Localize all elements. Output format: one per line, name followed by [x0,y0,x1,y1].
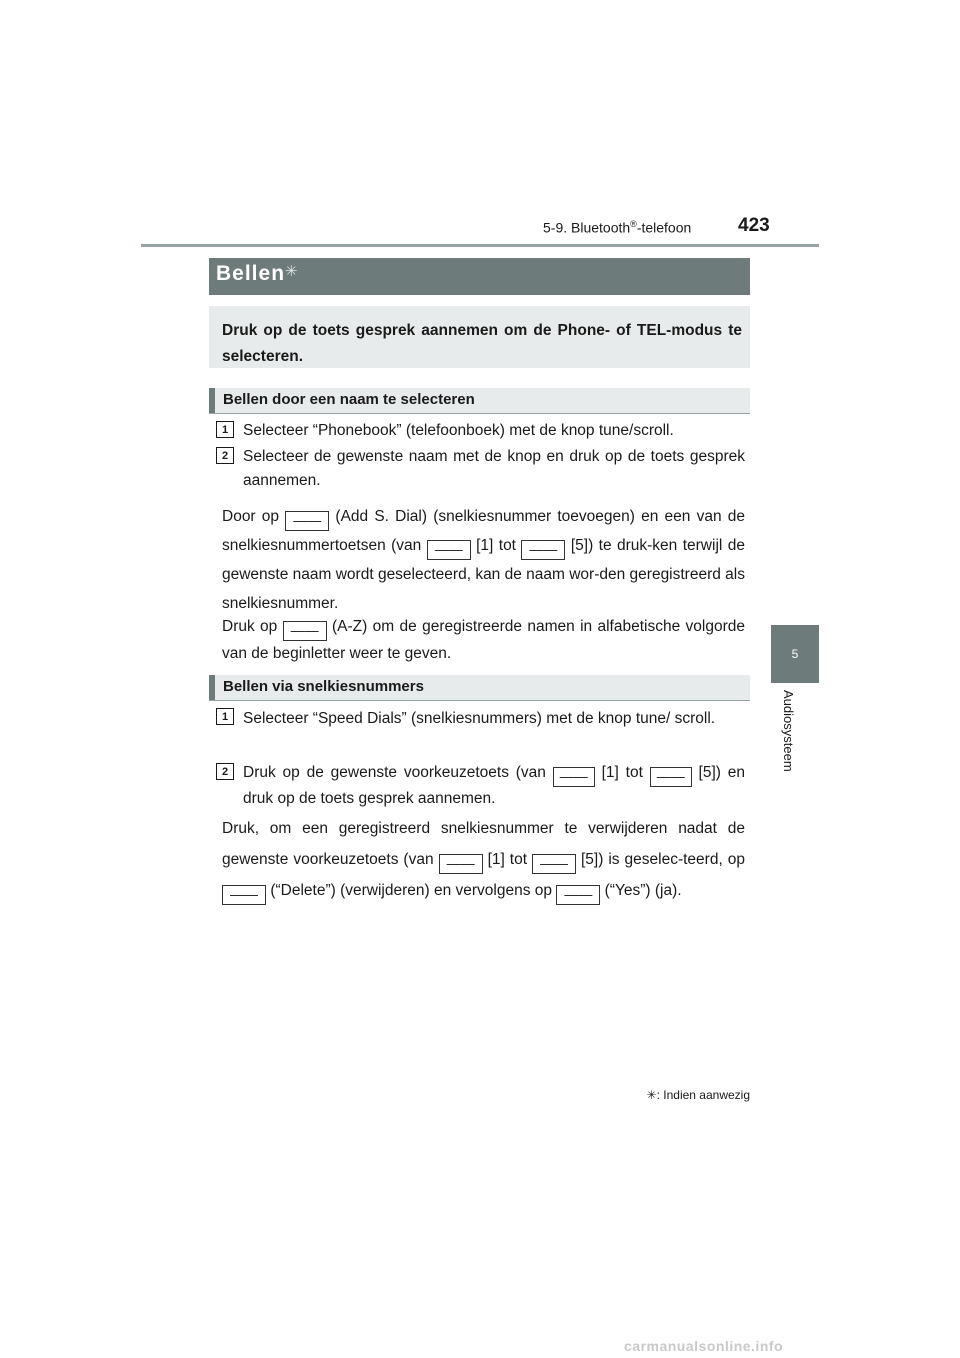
chapter-label: Audiosysteem [781,690,796,772]
screen-button: —— [427,540,471,560]
intro-text: Druk op de toets gesprek aannemen om de Phone- of TEL-modus te selecteren. [222,322,742,365]
subsection-title: Bellen door een naam te selecteren [223,391,475,408]
header-rule [141,244,819,247]
screen-button: —— [650,767,692,787]
footnote: ✳: Indien aanwezig [646,1088,750,1102]
chapter-tab [771,625,819,683]
screen-button: —— [521,540,565,560]
page-number: 423 [738,215,770,236]
step-number-2: 2 [216,763,234,780]
screen-button: —— [532,854,576,874]
paragraph-delete-speed-dial: Druk, om een geregistreerd snelkiesnummer te verwijderen nadat de gewenste voorkeuzetoets (van —— [1] tot —— [5]) is geselec-teerd, op —— (“Delete”) (verwijderen) en vervolgens op —— (“Yes”) (ja). [222,813,745,906]
step-text: Selecteer “Phonebook” (telefoonboek) met de knop tune/scroll. [243,422,674,439]
step-number-1: 1 [216,421,234,438]
section-title: Bellen✳ [216,262,299,285]
screen-button: —— [285,511,329,531]
step-number-2: 2 [216,447,234,464]
step-text: Druk op de gewenste voorkeuzetoets (van —— [1] tot —— [5]) en druk op de toets gesprek aannemen. [243,764,746,807]
screen-button: —— [553,767,595,787]
optional-mark-icon: ✳ [646,1088,657,1102]
step-text: Selecteer “Speed Dials” (snelkiesnummers) met de knop tune/ scroll. [243,710,716,727]
step-text: Selecteer de gewenste naam met de knop en druk op de toets gesprek aannemen. [243,448,745,489]
watermark: carmanualsonline.info [624,1338,784,1354]
subsection-bar-speed-dial [209,675,750,701]
optional-mark-icon: ✳ [285,263,299,280]
subsection-title: Bellen via snelkiesnummers [223,678,424,695]
screen-button: —— [556,885,600,905]
subsection-bar-name [209,388,750,414]
screen-button: —— [222,885,266,905]
subsection-accent [209,388,215,413]
paragraph-alphabetical: Druk op —— (A-Z) om de geregistreerde namen in alfabetische volgorde van de beginletter weer te geven. [222,618,746,662]
subsection-accent [209,675,215,700]
screen-button: —— [439,854,483,874]
screen-button: —— [283,621,327,641]
chapter-tab-number: 5 [791,647,799,661]
paragraph-add-speed-dial: Door op —— (Add S. Dial) (snelkiesnummer toevoegen) en een van de snelkiesnummertoetsen (van —— [1] tot —— [5]) te druk-ken terwijl de gewenste naam wordt geselecteerd, kan de naam wor-den geregistreerd als snelkiesnummer. [222,508,745,612]
header-section-title: 5-9. Bluetooth®-telefoon [543,219,692,236]
step-number-1: 1 [216,708,234,725]
